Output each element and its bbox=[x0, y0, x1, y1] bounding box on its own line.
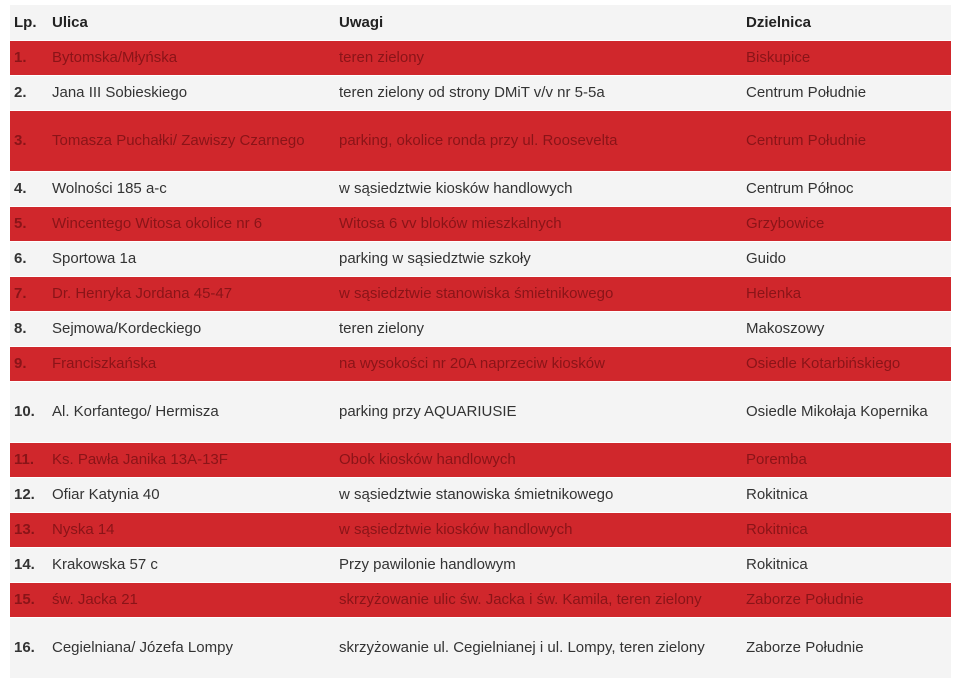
cell-uwagi: Witosa 6 vv bloków mieszkalnych bbox=[335, 206, 742, 241]
cell-ulica: Wolności 185 a-c bbox=[48, 171, 335, 206]
cell-uwagi: parking, okolice ronda przy ul. Roosevelta bbox=[335, 110, 742, 171]
cell-uwagi: parking przy AQUARIUSIE bbox=[335, 381, 742, 442]
cell-uwagi: teren zielony bbox=[335, 311, 742, 346]
table-row bbox=[10, 617, 951, 678]
cell-uwagi: w sąsiedztwie kiosków handlowych bbox=[335, 512, 742, 547]
cell-dzielnica: Osiedle Mikołaja Kopernika bbox=[742, 381, 951, 442]
cell-dzielnica: Osiedle Kotarbińskiego bbox=[742, 346, 951, 381]
cell-dzielnica: Rokitnica bbox=[742, 477, 951, 512]
cell-ulica: Ks. Pawła Janika 13A-13F bbox=[48, 442, 335, 477]
cell-lp: 14. bbox=[10, 547, 48, 582]
cell-dzielnica: Zaborze Południe bbox=[742, 582, 951, 617]
table-row bbox=[10, 381, 951, 442]
cell-lp: 16. bbox=[10, 617, 48, 678]
cell-dzielnica: Helenka bbox=[742, 276, 951, 311]
cell-lp: 3. bbox=[10, 110, 48, 171]
cell-uwagi: w sąsiedztwie kiosków handlowych bbox=[335, 171, 742, 206]
cell-uwagi: teren zielony od strony DMiT v/v nr 5-5a bbox=[335, 75, 742, 110]
table-row bbox=[10, 276, 951, 311]
cell-dzielnica: Centrum Północ bbox=[742, 171, 951, 206]
cell-lp: 15. bbox=[10, 582, 48, 617]
cell-lp: 4. bbox=[10, 171, 48, 206]
cell-ulica: Cegielniana/ Józefa Lompy bbox=[48, 617, 335, 678]
table-body bbox=[10, 40, 951, 678]
cell-ulica: św. Jacka 21 bbox=[48, 582, 335, 617]
cell-uwagi: skrzyżowanie ul. Cegielnianej i ul. Lompy, teren zielony bbox=[335, 617, 742, 678]
cell-uwagi: Przy pawilonie handlowym bbox=[335, 547, 742, 582]
cell-ulica: Bytomska/Młyńska bbox=[48, 40, 335, 75]
table-row bbox=[10, 442, 951, 477]
cell-lp: 7. bbox=[10, 276, 48, 311]
cell-dzielnica: Centrum Południe bbox=[742, 110, 951, 171]
cell-ulica: Ofiar Katynia 40 bbox=[48, 477, 335, 512]
cell-lp: 9. bbox=[10, 346, 48, 381]
header-uwagi: Uwagi bbox=[335, 5, 742, 40]
table-row bbox=[10, 311, 951, 346]
cell-uwagi: w sąsiedztwie stanowiska śmietnikowego bbox=[335, 276, 742, 311]
table-row bbox=[10, 206, 951, 241]
cell-lp: 8. bbox=[10, 311, 48, 346]
cell-lp: 6. bbox=[10, 241, 48, 276]
cell-dzielnica: Zaborze Południe bbox=[742, 617, 951, 678]
cell-dzielnica: Rokitnica bbox=[742, 512, 951, 547]
table-row bbox=[10, 110, 951, 171]
cell-ulica: Al. Korfantego/ Hermisza bbox=[48, 381, 335, 442]
locations-table bbox=[10, 5, 951, 679]
cell-ulica: Krakowska 57 c bbox=[48, 547, 335, 582]
header-ulica: Ulica bbox=[48, 5, 335, 40]
table-header bbox=[10, 5, 951, 40]
cell-uwagi: skrzyżowanie ulic św. Jacka i św. Kamila, teren zielony bbox=[335, 582, 742, 617]
table-row bbox=[10, 512, 951, 547]
cell-lp: 13. bbox=[10, 512, 48, 547]
cell-lp: 5. bbox=[10, 206, 48, 241]
header-lp: Lp. bbox=[10, 5, 48, 40]
cell-uwagi: w sąsiedztwie stanowiska śmietnikowego bbox=[335, 477, 742, 512]
locations-table-container bbox=[10, 5, 951, 679]
cell-ulica: Tomasza Puchałki/ Zawiszy Czarnego bbox=[48, 110, 335, 171]
cell-uwagi: na wysokości nr 20A naprzeciw kiosków bbox=[335, 346, 742, 381]
cell-uwagi: teren zielony bbox=[335, 40, 742, 75]
cell-lp: 1. bbox=[10, 40, 48, 75]
cell-lp: 11. bbox=[10, 442, 48, 477]
cell-ulica: Sejmowa/Kordeckiego bbox=[48, 311, 335, 346]
cell-ulica: Jana III Sobieskiego bbox=[48, 75, 335, 110]
cell-ulica: Sportowa 1a bbox=[48, 241, 335, 276]
cell-uwagi: Obok kiosków handlowych bbox=[335, 442, 742, 477]
cell-ulica: Wincentego Witosa okolice nr 6 bbox=[48, 206, 335, 241]
cell-ulica: Dr. Henryka Jordana 45-47 bbox=[48, 276, 335, 311]
table-row bbox=[10, 547, 951, 582]
table-row bbox=[10, 346, 951, 381]
cell-lp: 12. bbox=[10, 477, 48, 512]
cell-dzielnica: Guido bbox=[742, 241, 951, 276]
cell-dzielnica: Biskupice bbox=[742, 40, 951, 75]
cell-lp: 10. bbox=[10, 381, 48, 442]
header-dzielnica: Dzielnica bbox=[742, 5, 951, 40]
cell-dzielnica: Centrum Południe bbox=[742, 75, 951, 110]
cell-lp: 2. bbox=[10, 75, 48, 110]
table-row bbox=[10, 477, 951, 512]
table-row bbox=[10, 582, 951, 617]
table-row bbox=[10, 241, 951, 276]
cell-dzielnica: Grzybowice bbox=[742, 206, 951, 241]
cell-dzielnica: Rokitnica bbox=[742, 547, 951, 582]
cell-ulica: Franciszkańska bbox=[48, 346, 335, 381]
table-row bbox=[10, 40, 951, 75]
cell-uwagi: parking w sąsiedztwie szkoły bbox=[335, 241, 742, 276]
table-row bbox=[10, 75, 951, 110]
cell-dzielnica: Makoszowy bbox=[742, 311, 951, 346]
cell-dzielnica: Poremba bbox=[742, 442, 951, 477]
header-row bbox=[10, 5, 951, 40]
table-row bbox=[10, 171, 951, 206]
cell-ulica: Nyska 14 bbox=[48, 512, 335, 547]
